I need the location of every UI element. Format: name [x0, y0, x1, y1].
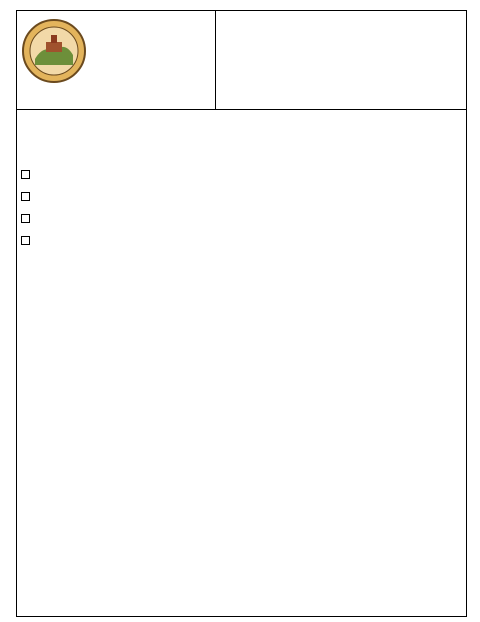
- checklist-item[interactable]: [21, 236, 31, 246]
- checklist-item[interactable]: [21, 170, 31, 180]
- header-title-block: [216, 11, 466, 110]
- checkbox[interactable]: [21, 214, 30, 223]
- checklist-item[interactable]: [21, 214, 31, 224]
- town-seal-logo: [21, 15, 87, 91]
- checkbox[interactable]: [21, 236, 30, 245]
- checkbox[interactable]: [21, 192, 30, 201]
- checklist-item[interactable]: [21, 192, 31, 202]
- document-frame: [16, 10, 467, 617]
- checkbox[interactable]: [21, 170, 30, 179]
- header-contact-block: [17, 11, 216, 110]
